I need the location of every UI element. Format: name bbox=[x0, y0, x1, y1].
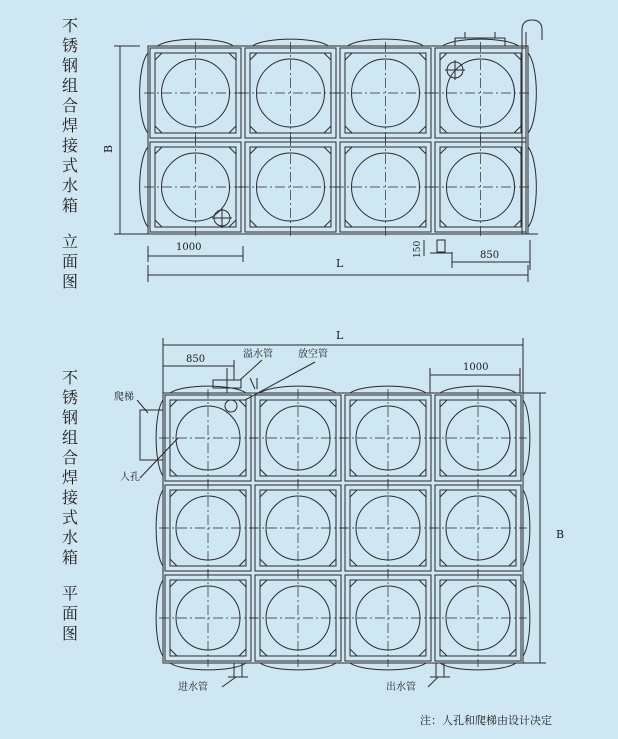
panel-chamfer bbox=[345, 220, 352, 227]
ladder-leader bbox=[137, 400, 148, 413]
panel-chamfer bbox=[260, 559, 267, 566]
panel-chamfer bbox=[329, 400, 336, 407]
panel-chamfer bbox=[260, 400, 267, 407]
footnote: 注：人孔和爬梯由设计决定 bbox=[420, 714, 552, 727]
panel-chamfer bbox=[329, 580, 336, 587]
inlet-leader bbox=[222, 677, 236, 687]
panel-chamfer bbox=[350, 580, 357, 587]
label-ladder: 爬梯 bbox=[114, 392, 134, 403]
plan-view bbox=[137, 338, 546, 687]
panel-chamfer bbox=[440, 53, 447, 60]
panel-chamfer bbox=[324, 53, 331, 60]
elevation-title-text: 不 锈 钢 组 合 焊 接 式 水 箱 bbox=[61, 16, 78, 215]
outlet-leader bbox=[428, 677, 438, 687]
plan-dim-850: 850 bbox=[186, 354, 206, 365]
elevation-dim-b: B bbox=[102, 144, 115, 153]
panel-chamfer bbox=[350, 649, 357, 656]
panel-chamfer bbox=[155, 220, 162, 227]
panel-chamfer bbox=[170, 649, 177, 656]
panel-chamfer bbox=[260, 580, 267, 587]
panel-chamfer bbox=[345, 126, 352, 133]
panel-chamfer bbox=[440, 147, 447, 154]
panel-chamfer bbox=[509, 559, 516, 566]
panel-chamfer bbox=[509, 400, 516, 407]
panel-chamfer bbox=[239, 559, 246, 566]
panel-chamfer bbox=[350, 559, 357, 566]
tank-bulge-right bbox=[528, 147, 536, 227]
plan-subtitle-text: 平 面 图 bbox=[61, 584, 78, 643]
panel-chamfer bbox=[440, 580, 447, 587]
panel-chamfer bbox=[239, 469, 246, 476]
panel-chamfer bbox=[155, 126, 162, 133]
panel-chamfer bbox=[419, 126, 426, 133]
plan-dim-l: L bbox=[336, 329, 344, 342]
panel-chamfer bbox=[329, 649, 336, 656]
panel-chamfer bbox=[350, 469, 357, 476]
panel-chamfer bbox=[509, 469, 516, 476]
ladder-pipe bbox=[522, 20, 542, 234]
panel-chamfer bbox=[419, 147, 426, 154]
panel-chamfer bbox=[345, 53, 352, 60]
panel-chamfer bbox=[324, 220, 331, 227]
panel-chamfer bbox=[239, 649, 246, 656]
panel-chamfer bbox=[514, 220, 521, 227]
panel-chamfer bbox=[514, 126, 521, 133]
vent-leader bbox=[245, 362, 315, 400]
panel-chamfer bbox=[229, 220, 236, 227]
elevation-dim-l: L bbox=[336, 257, 344, 270]
panel-chamfer bbox=[170, 490, 177, 497]
label-outlet-pipe: 出水管 bbox=[386, 682, 416, 693]
panel-chamfer bbox=[419, 649, 426, 656]
panel-chamfer bbox=[419, 469, 426, 476]
panel-chamfer bbox=[250, 53, 257, 60]
panel-chamfer bbox=[250, 126, 257, 133]
panel-chamfer bbox=[440, 469, 447, 476]
plan-title-text: 不 锈 钢 组 合 焊 接 式 水 箱 bbox=[61, 368, 78, 567]
plan-dim-1000: 1000 bbox=[463, 362, 489, 373]
elevation-dim-1000: 1000 bbox=[176, 242, 202, 253]
panel-chamfer bbox=[440, 126, 447, 133]
elevation-dim-150: 150 bbox=[413, 240, 423, 258]
panel-chamfer bbox=[509, 649, 516, 656]
panel-chamfer bbox=[419, 220, 426, 227]
panel-chamfer bbox=[170, 580, 177, 587]
panel-chamfer bbox=[419, 559, 426, 566]
panel-chamfer bbox=[509, 490, 516, 497]
panel-chamfer bbox=[260, 469, 267, 476]
panel-chamfer bbox=[229, 147, 236, 154]
panel-chamfer bbox=[329, 469, 336, 476]
panel-chamfer bbox=[514, 53, 521, 60]
panel-chamfer bbox=[440, 559, 447, 566]
panel-chamfer bbox=[239, 580, 246, 587]
panel-chamfer bbox=[170, 400, 177, 407]
panel-chamfer bbox=[345, 147, 352, 154]
label-overflow-pipe: 溢水管 bbox=[243, 349, 273, 360]
panel-chamfer bbox=[324, 126, 331, 133]
panel-chamfer bbox=[155, 53, 162, 60]
label-vent-pipe: 放空管 bbox=[298, 349, 328, 360]
panel-chamfer bbox=[419, 490, 426, 497]
plan-manhole bbox=[225, 400, 237, 412]
label-inlet-pipe: 进水管 bbox=[178, 682, 208, 693]
panel-chamfer bbox=[170, 559, 177, 566]
tank-outline bbox=[148, 46, 528, 234]
overflow-leader bbox=[240, 360, 262, 380]
panel-chamfer bbox=[155, 147, 162, 154]
panel-chamfer bbox=[239, 490, 246, 497]
panel-chamfer bbox=[419, 580, 426, 587]
panel-chamfer bbox=[440, 649, 447, 656]
outlet-pipe bbox=[437, 240, 445, 252]
panel-chamfer bbox=[329, 490, 336, 497]
panel-chamfer bbox=[514, 147, 521, 154]
panel-chamfer bbox=[509, 580, 516, 587]
ladder-box bbox=[140, 410, 163, 460]
vent-fitting bbox=[250, 378, 255, 389]
panel-chamfer bbox=[250, 220, 257, 227]
panel-chamfer bbox=[350, 400, 357, 407]
panel-chamfer bbox=[170, 469, 177, 476]
elevation-dim-850: 850 bbox=[480, 250, 500, 261]
panel-chamfer bbox=[440, 490, 447, 497]
panel-chamfer bbox=[329, 559, 336, 566]
label-manhole: 人孔 bbox=[120, 472, 140, 483]
panel-chamfer bbox=[229, 53, 236, 60]
panel-chamfer bbox=[440, 220, 447, 227]
panel-chamfer bbox=[260, 649, 267, 656]
panel-chamfer bbox=[229, 126, 236, 133]
tank-bulge-right bbox=[528, 53, 536, 133]
elevation-subtitle-text: 立 面 图 bbox=[61, 232, 78, 291]
panel-chamfer bbox=[350, 490, 357, 497]
panel-chamfer bbox=[250, 147, 257, 154]
panel-chamfer bbox=[419, 400, 426, 407]
panel-chamfer bbox=[239, 400, 246, 407]
panel-chamfer bbox=[440, 400, 447, 407]
panel-chamfer bbox=[260, 490, 267, 497]
panel-chamfer bbox=[324, 147, 331, 154]
plan-dim-b: B bbox=[556, 528, 565, 541]
panel-chamfer bbox=[419, 53, 426, 60]
